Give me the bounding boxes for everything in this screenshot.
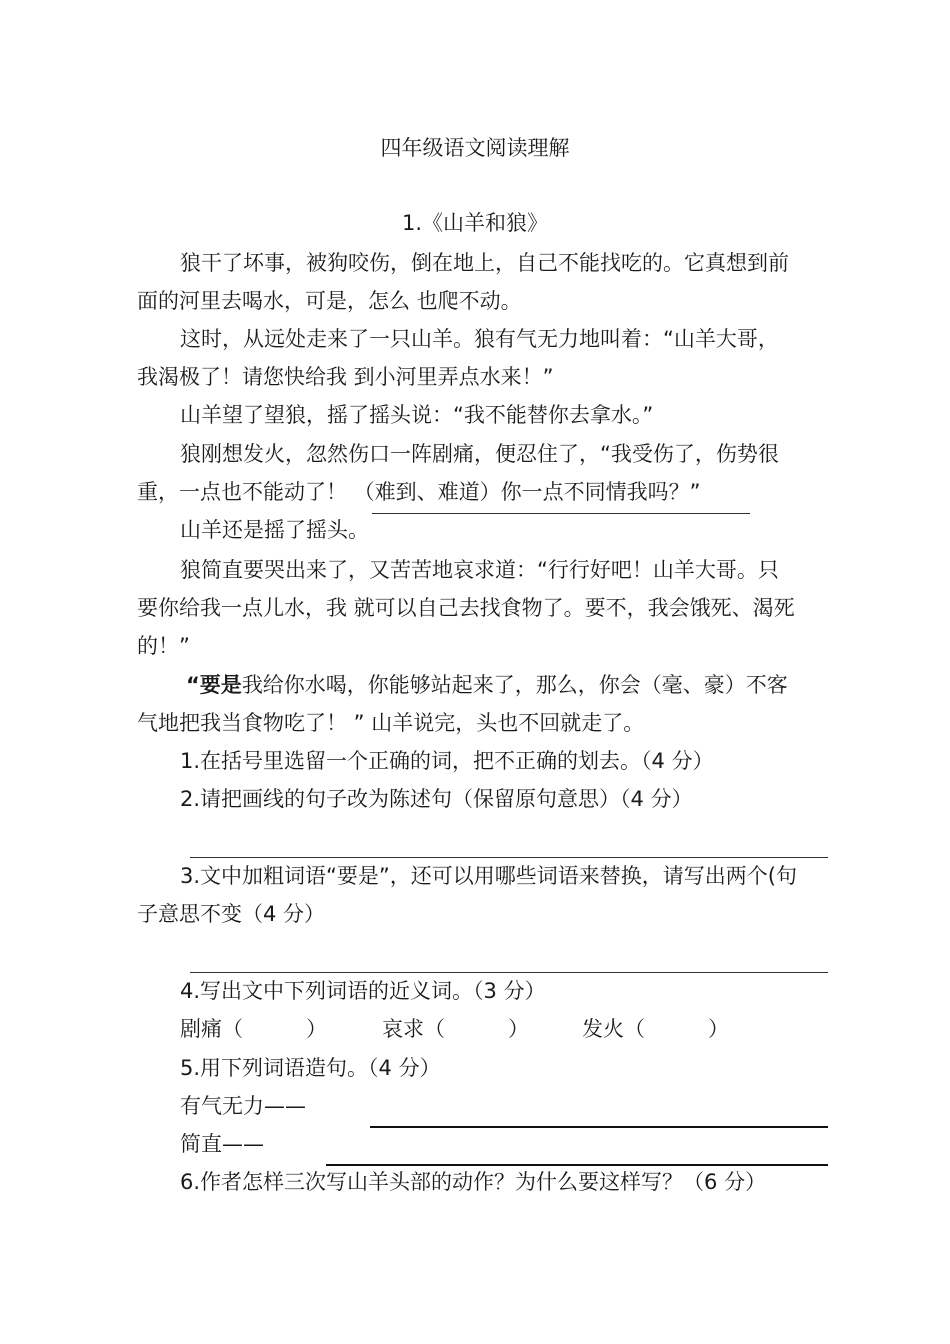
question-6: 6.作者怎样三次写山羊头部的动作？为什么要这样写？（6 分）: [180, 1170, 767, 1194]
page-title: 四年级语文阅读理解: [380, 136, 570, 160]
question-3: 3.文中加粗词语“要是”，还可以用哪些词语来替换，请写出两个(句: [180, 864, 797, 888]
paragraph-line: 狼干了坏事，被狗咬伤，倒在地上，自己不能找吃的。它真想到前: [180, 251, 789, 275]
question-5: 5.用下列词语造句。（4 分）: [180, 1056, 441, 1080]
paragraph-line: 这时，从远处走来了一只山羊。狼有气无力地叫着：“山羊大哥，: [180, 327, 779, 351]
paragraph-line: 气地把我当食物吃了！ ” 山羊说完，头也不回就走了。: [137, 711, 645, 735]
paragraph-line: 狼简直要哭出来了，又苦苦地哀求道：“行行好吧！山羊大哥。只: [180, 558, 779, 582]
synonym-item: 发火（ ）: [582, 1017, 729, 1041]
sentence-underline: [372, 513, 750, 514]
answer-line[interactable]: [190, 857, 828, 858]
paragraph-line: [186, 670, 788, 700]
question-3-cont: 子意思不变（4 分）: [137, 902, 326, 926]
paragraph-line: 的！”: [137, 634, 190, 658]
synonym-item: 哀求（ ）: [382, 1017, 529, 1041]
paragraph-line: 我渴极了！请您快给我 到小河里弄点水来！”: [137, 365, 554, 389]
paragraph-text: 我给你水喝，你能够站起来了，那么，你会（毫、豪）不客: [241, 673, 788, 697]
story-title: 1.《山羊和狼》: [401, 211, 549, 235]
sentence-word: 简直——: [180, 1132, 264, 1156]
answer-line[interactable]: [190, 972, 828, 973]
answer-line[interactable]: [370, 1126, 828, 1128]
question-1: 1.在括号里选留一个正确的词，把不正确的划去。（4 分）: [180, 749, 714, 773]
paragraph-line: 重，一点也不能动了！ （难到、难道）你一点不同情我吗？”: [137, 480, 701, 504]
synonym-item: 剧痛（ ）: [180, 1017, 327, 1041]
sentence-word: 有气无力——: [180, 1094, 306, 1118]
question-4: 4.写出文中下列词语的近义词。（3 分）: [180, 979, 546, 1003]
paragraph-line: 面的河里去喝水，可是，怎么 也爬不动。: [137, 289, 522, 313]
paragraph-line: 山羊还是摇了摇头。: [180, 518, 369, 542]
answer-line[interactable]: [326, 1164, 828, 1166]
paragraph-line: 山羊望了望狼，摇了摇头说：“我不能替你去拿水。”: [180, 403, 654, 427]
question-2: 2.请把画线的句子改为陈述句（保留原句意思）（4 分）: [180, 787, 693, 811]
paragraph-line: 要你给我一点儿水，我 就可以自己去找食物了。要不，我会饿死、渴死: [137, 596, 795, 620]
bold-word: “要是: [186, 673, 242, 697]
paragraph-line: 狼刚想发火，忽然伤口一阵剧痛，便忍住了，“我受伤了，伤势很: [180, 442, 779, 466]
